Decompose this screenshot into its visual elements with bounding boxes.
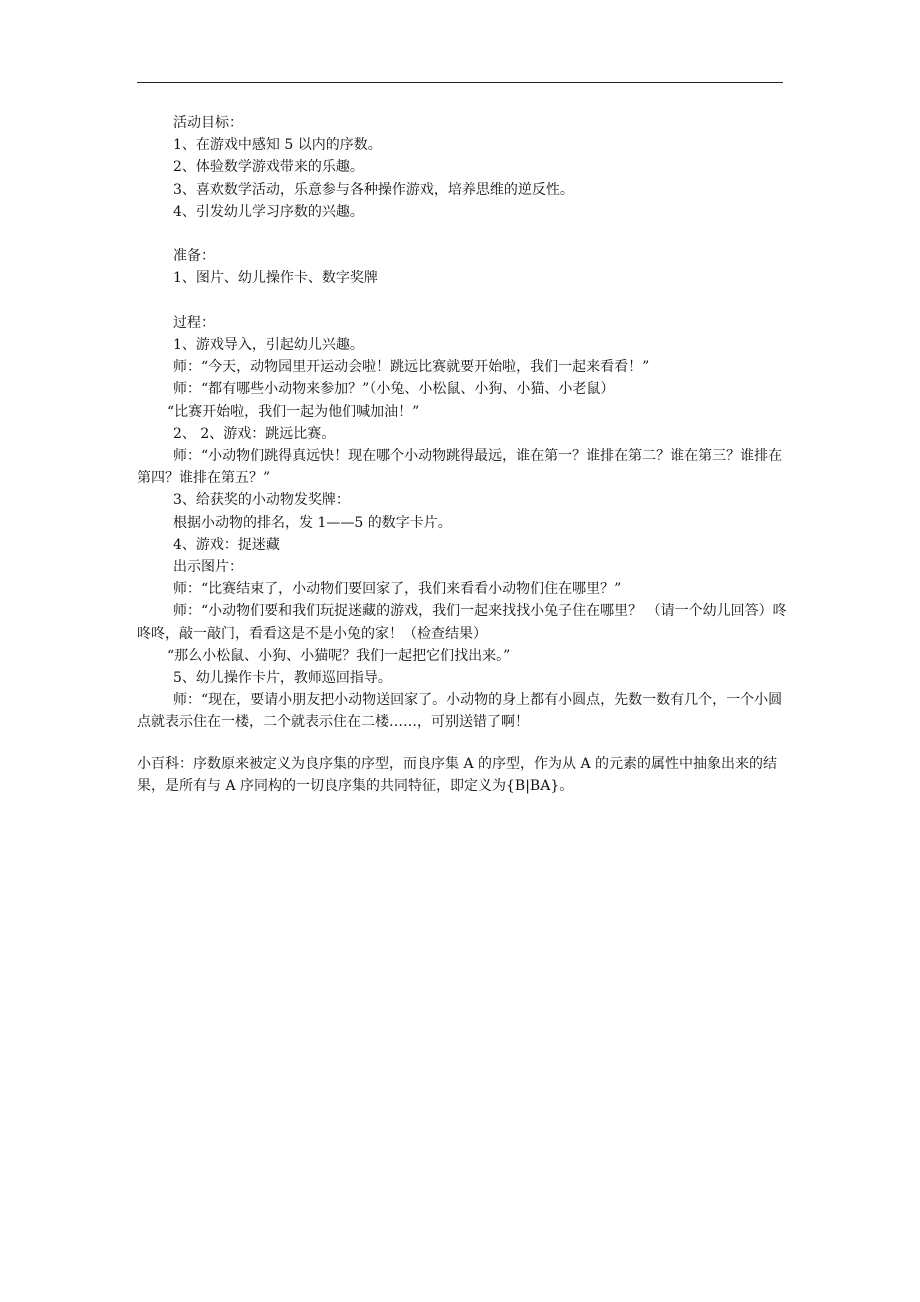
goal-item: 4、引发幼儿学习序数的兴趣。 [173, 203, 364, 220]
process-line: 师：“比赛结束了，小动物们要回家了，我们来看看小动物们住在哪里？” [173, 581, 622, 598]
process-line: “比赛开始啦，我们一起为他们喊加油！” [167, 403, 420, 420]
process-line: 5、幼儿操作卡片，教师巡回指导。 [173, 670, 392, 687]
process-line: 根据小动物的排名，发 1——5 的数字卡片。 [173, 514, 452, 531]
process-line: 师：“现在，要请小朋友把小动物送回家了。小动物的身上都有小圆点，先数一数有几个，一个小圆点就表示住在一楼，二个就表示住在二楼……，可别送错了啊！ [137, 692, 783, 731]
prep-item: 1、图片、幼儿操作卡、数字奖牌 [173, 270, 378, 287]
process-line: 师：“都有哪些小动物来参加？”（小兔、小松鼠、小狗、小猫、小老鼠） [173, 381, 615, 398]
process-line: 出示图片： [173, 559, 243, 576]
goal-item: 3、喜欢数学活动，乐意参与各种操作游戏，培养思维的逆反性。 [173, 181, 574, 198]
spacer [137, 734, 787, 753]
goal-item: 1、在游戏中感知 5 以内的序数。 [173, 137, 382, 154]
process-line: 师：“小动物们跳得真远快！现在哪个小动物跳得最远，谁在第一？谁排在第二？谁在第三？谁排在第四？谁排在第五？” [137, 448, 783, 487]
process-line: 2、 2、游戏：跳远比赛。 [173, 425, 336, 442]
spacer [137, 223, 787, 245]
process-line: 4、游戏：捉迷藏 [173, 536, 280, 553]
process-line: “那么小松鼠、小狗、小猫呢？我们一起把它们找出来。” [167, 647, 511, 664]
process-heading: 过程： [173, 314, 215, 331]
lesson-plan-document [137, 112, 787, 797]
goals-heading: 活动目标： [173, 115, 243, 131]
process-line: 3、给获奖的小动物发奖牌： [173, 492, 350, 509]
process-line: 师：“小动物们要和我们玩捉迷藏的游戏，我们一起来找找小兔子住在哪里？ （请一个幼儿回答）咚咚咚，敲一敲门，看看这是不是小兔的家！（检查结果） [137, 603, 787, 642]
process-line: 师：“今天，动物园里开运动会啦！跳远比赛就要开始啦，我们一起来看看！” [173, 359, 650, 376]
goal-item: 2、体验数学游戏带来的乐趣。 [173, 159, 364, 176]
prep-heading: 准备： [173, 248, 215, 265]
spacer [137, 290, 787, 312]
encyclopedia-paragraph: 小百科：序数原来被定义为良序集的序型，而良序集 A 的序型，作为从 A 的元素的属性中抽象出来的结果，是所有与 A 序同构的一切良序集的共同特征，即定义为{B|BA}。 [137, 755, 778, 794]
process-line: 1、游戏导入，引起幼儿兴趣。 [173, 337, 364, 353]
header-rule [137, 82, 783, 83]
